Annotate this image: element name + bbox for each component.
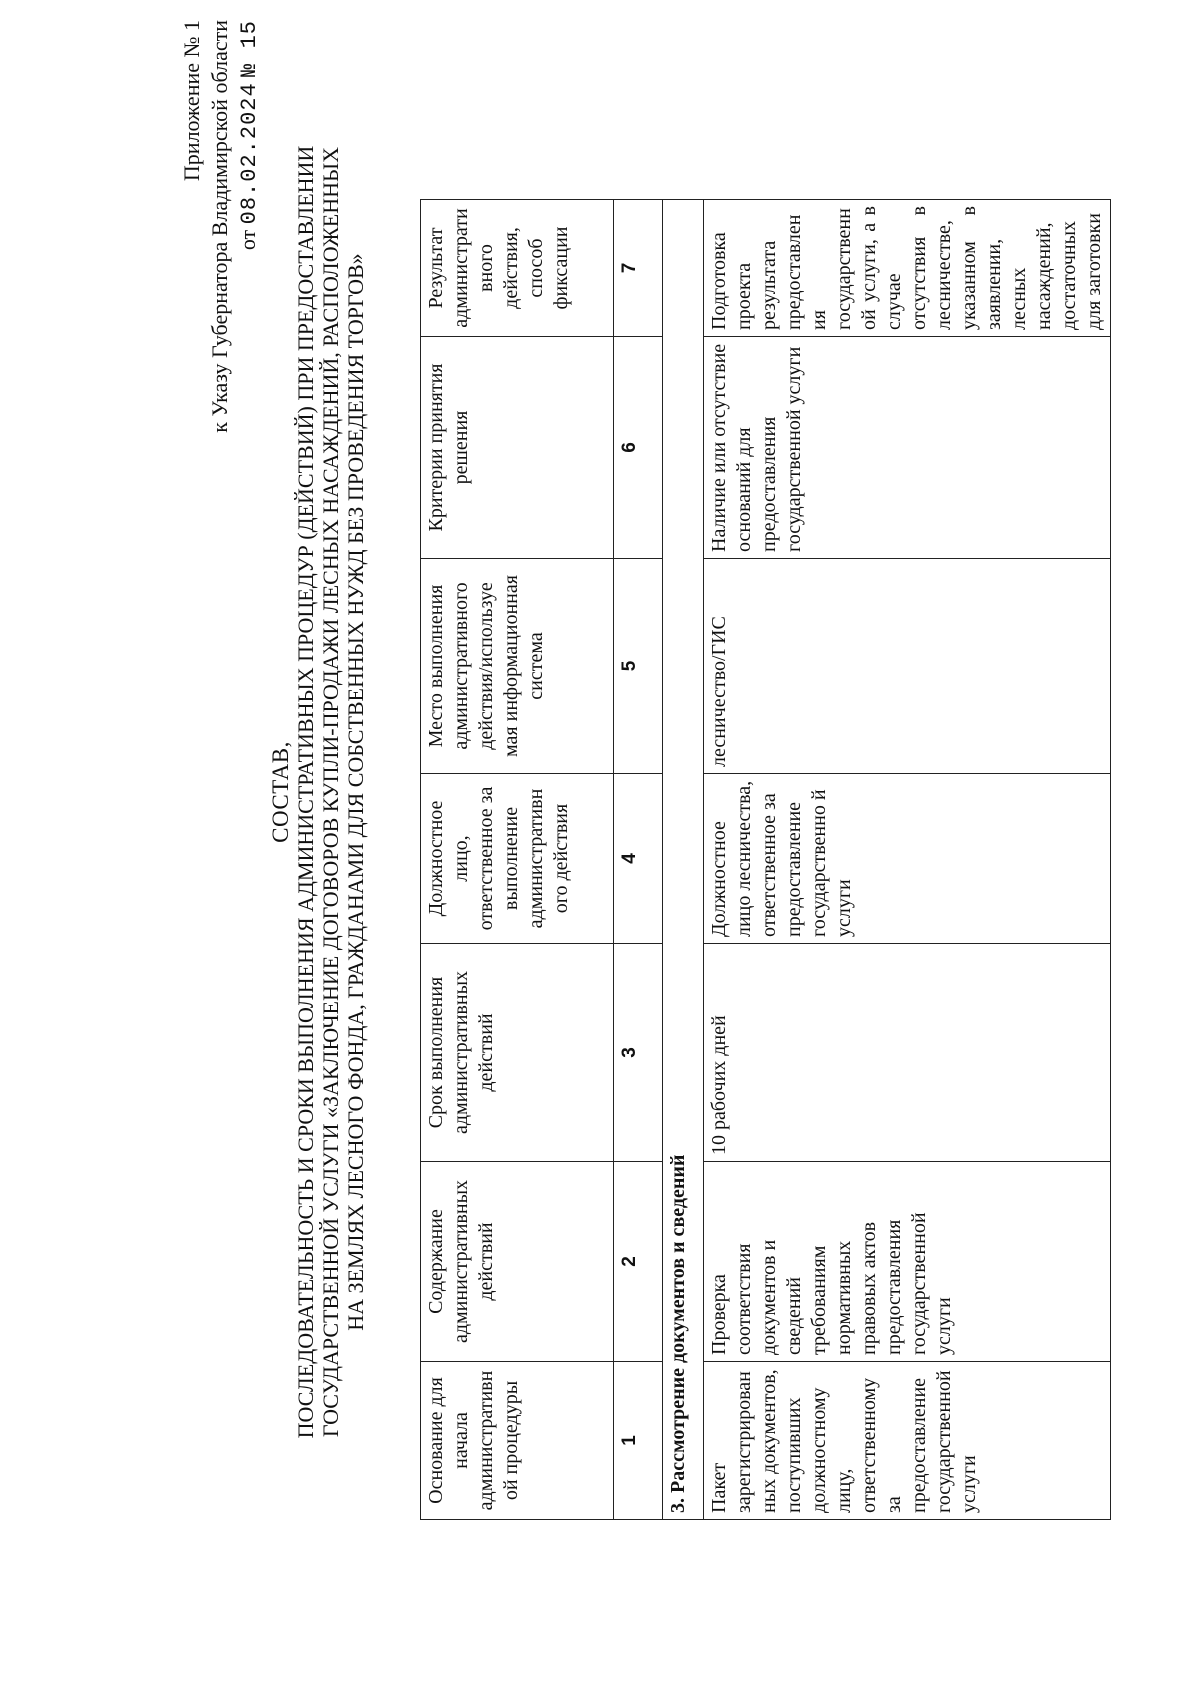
table-row xyxy=(704,200,1111,1520)
appendix-number: Приложение № 1 xyxy=(179,20,204,182)
column-number: 7 xyxy=(614,200,663,337)
approval-stamp xyxy=(178,20,264,433)
table-cell: 10 рабочих дней xyxy=(704,944,1111,1162)
header-cell: Основание для начала административн ой процедуры xyxy=(421,1362,614,1520)
header-cell: Срок выполнения административных действий xyxy=(421,944,614,1162)
header-cell: Результат административного действия, способ фиксации xyxy=(421,200,614,337)
column-number: 3 xyxy=(614,944,663,1162)
date-prefix: от xyxy=(235,229,260,251)
table-cell: Наличие или отсутствие оснований для предоставления государственной услуги xyxy=(704,337,1111,559)
document-title xyxy=(268,132,368,1452)
column-number: 1 xyxy=(614,1362,663,1520)
title-line-1: СОСТАВ, xyxy=(268,741,293,843)
title-line-3: ГОСУДАРСТВЕННОЙ УСЛУГИ «ЗАКЛЮЧЕНИЕ ДОГОВОРОВ КУПЛИ-ПРОДАЖИ ЛЕСНЫХ НАСАЖДЕНИЙ, РАСПОЛОЖЕННЫХ xyxy=(318,146,343,1438)
decree-reference: к Указу Губернатора Владимирской области xyxy=(207,20,232,433)
decree-date-line xyxy=(234,20,264,280)
header-cell: Критерии принятия решения xyxy=(421,337,614,559)
column-number: 5 xyxy=(614,559,663,774)
section-title: 3. Рассмотрение документов и сведений xyxy=(663,200,704,1520)
column-number-row xyxy=(614,200,663,1520)
procedures-table xyxy=(420,199,1111,1520)
section-row xyxy=(663,200,704,1520)
title-line-2: ПОСЛЕДОВАТЕЛЬНОСТЬ И СРОКИ ВЫПОЛНЕНИЯ АДМИНИСТРАТИВНЫХ ПРОЦЕДУР (ДЕЙСТВИЙ) ПРИ ПРЕДОСТАВЛЕНИИ xyxy=(293,145,318,1439)
decree-date: 08.02.2024 xyxy=(237,82,262,225)
table-cell: лесничество/ГИС xyxy=(704,559,1111,774)
header-cell: Содержание административных действий xyxy=(421,1162,614,1362)
table-cell: Подготовка проекта результата предоставления государственной услуги, а в случае отсутствия в лесничестве, указанном в заявлении, лесных насаждений, достаточных для заготовки xyxy=(704,200,1111,337)
column-number: 2 xyxy=(614,1162,663,1362)
table-header-row xyxy=(421,200,614,1520)
header-cell: Должностное лицо, ответственное за выполнение административн ого действия xyxy=(421,774,614,944)
table-cell: Пакет зарегистрирован ных документов, поступивших должностному лицу, ответственному за предоставление государственной услуги xyxy=(704,1362,1111,1520)
title-line-4: НА ЗЕМЛЯХ ЛЕСНОГО ФОНДА, ГРАЖДАНАМИ ДЛЯ СОБСТВЕННЫХ НУЖД БЕЗ ПРОВЕДЕНИЯ ТОРГОВ» xyxy=(343,253,368,1331)
column-number: 4 xyxy=(614,774,663,944)
header-cell: Место выполнения административного действия/используе мая информационная система xyxy=(421,559,614,774)
table-cell: Проверка соответствия документов и сведений требованиям нормативных правовых актов предоставления государственной услуги xyxy=(704,1162,1111,1362)
column-number: 6 xyxy=(614,337,663,559)
table-cell: Должностное лицо лесничества, ответственное за предоставление государственно й услуги xyxy=(704,774,1111,944)
decree-number: № 15 xyxy=(237,20,262,77)
